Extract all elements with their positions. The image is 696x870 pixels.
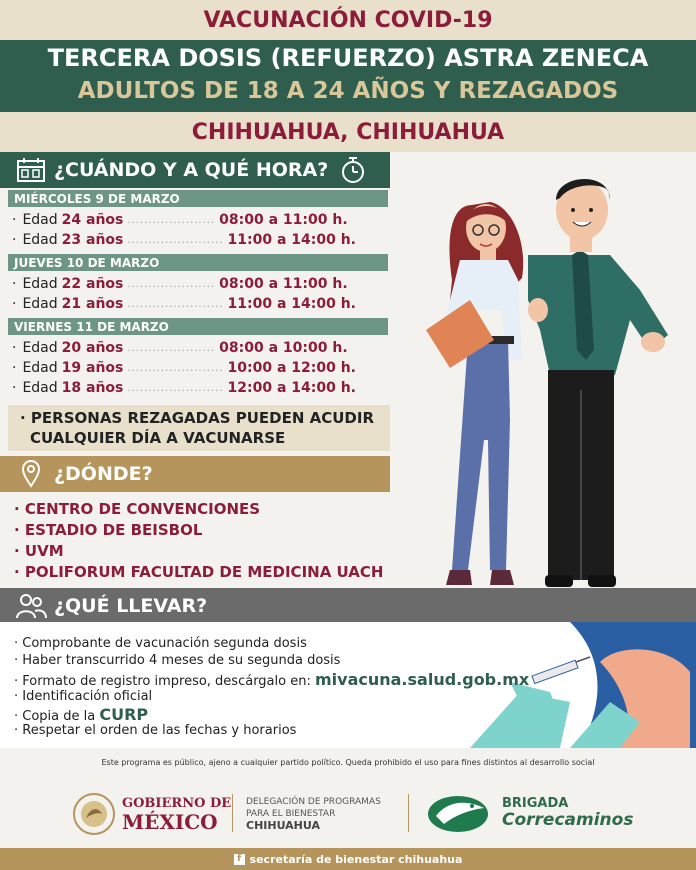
bring-item: · Comprobante de vacunación segunda dosis: [14, 636, 307, 651]
day-label-friday: VIERNES 11 DE MARZO: [8, 318, 388, 335]
man-figure: [528, 179, 668, 587]
place-item: · ESTADIO DE BEISBOL: [14, 521, 203, 539]
footer-bar: [0, 848, 696, 870]
woman-figure: [426, 202, 523, 585]
age-subtitle: ADULTOS DE 18 A 24 AÑOS Y REZAGADOS: [77, 78, 619, 104]
people-icon: [14, 592, 48, 620]
when-heading-bar: [0, 152, 390, 188]
stopwatch-icon: [336, 156, 370, 184]
roadrunner-icon: [424, 790, 494, 836]
when-heading: ¿CUÁNDO Y A QUÉ HORA?: [54, 159, 329, 181]
mexico-seal-icon: [72, 792, 116, 836]
schedule-row: · Edad 24 años ..................... 08:00 a 11:00 h.: [12, 212, 348, 228]
day-label-thursday: JUEVES 10 DE MARZO: [8, 254, 388, 271]
brigada-logo-line1: BRIGADA: [502, 796, 569, 811]
dose-subtitle: TERCERA DOSIS (REFUERZO) ASTRA ZENECA: [47, 44, 649, 72]
poster-title: VACUNACIÓN COVID-19: [0, 0, 696, 40]
bring-heading-bar: [0, 588, 696, 624]
location-title: CHIHUAHUA, CHIHUAHUA: [0, 112, 696, 152]
gob-logo-line1: GOBIERNO DE: [122, 796, 232, 811]
schedule-row: · Edad 18 años ....................... 12:00 a 14:00 h.: [12, 380, 356, 396]
schedule-row: · Edad 22 años ..................... 08:00 a 11:00 h.: [12, 276, 348, 292]
bring-item: · Haber transcurrido 4 meses de su segunda dosis: [14, 653, 341, 668]
place-item: · UVM: [14, 542, 64, 560]
registration-link[interactable]: mivacuna.salud.gob.mx: [314, 670, 530, 689]
people-illustration: [410, 160, 690, 590]
bring-item: · Copia de la CURP: [14, 705, 149, 724]
rezagados-note: [8, 405, 390, 451]
disclaimer: Este programa es público, ajeno a cualquier partido político. Queda prohibido el uso para fines distintos al desarrollo social: [101, 758, 595, 767]
brigada-logo-line2: Correcaminos: [502, 810, 634, 830]
bring-item: · Formato de registro impreso, descárgalo en: mivacuna.salud.gob.mx: [14, 670, 530, 689]
logo-divider: [408, 794, 409, 832]
place-item: · POLIFORUM FACULTAD DE MEDICINA UACH: [14, 563, 384, 581]
where-heading: ¿DÓNDE?: [54, 463, 153, 485]
schedule-row: · Edad 23 años ....................... 11:00 a 14:00 h.: [12, 232, 356, 248]
bring-heading: ¿QUÉ LLEVAR?: [54, 595, 208, 617]
bring-item: · Identificación oficial: [14, 689, 153, 704]
rezagados-line: · PERSONAS REZAGADAS PUEDEN ACUDIR: [20, 409, 375, 427]
logos-bar: [0, 776, 696, 848]
schedule-row: · Edad 19 años ....................... 10:00 a 12:00 h.: [12, 360, 356, 376]
delegation-logo: DELEGACIÓN DE PROGRAMAS PARA EL BIENESTAR CHIHUAHUA: [246, 797, 381, 832]
footer-text: secretaría de bienestar chihuahua: [249, 852, 463, 866]
calendar-icon: [14, 156, 48, 184]
facebook-icon: f: [234, 854, 245, 865]
title-banner: [0, 40, 696, 112]
schedule-row: · Edad 21 años ....................... 11:00 a 14:00 h.: [12, 296, 356, 312]
place-item: · CENTRO DE CONVENCIONES: [14, 500, 261, 518]
gob-logo-line2: MÉXICO: [122, 810, 218, 834]
schedule-row: · Edad 20 años ..................... 08:00 a 10:00 h.: [12, 340, 348, 356]
day-label-wednesday: MIÉRCOLES 9 DE MARZO: [8, 190, 388, 207]
where-heading-bar: [0, 456, 390, 492]
rezagados-line: CUALQUIER DÍA A VACUNARSE: [30, 429, 286, 447]
map-pin-icon: [14, 460, 48, 488]
logo-divider: [232, 794, 233, 832]
bring-item: · Respetar el orden de las fechas y horarios: [14, 723, 297, 738]
